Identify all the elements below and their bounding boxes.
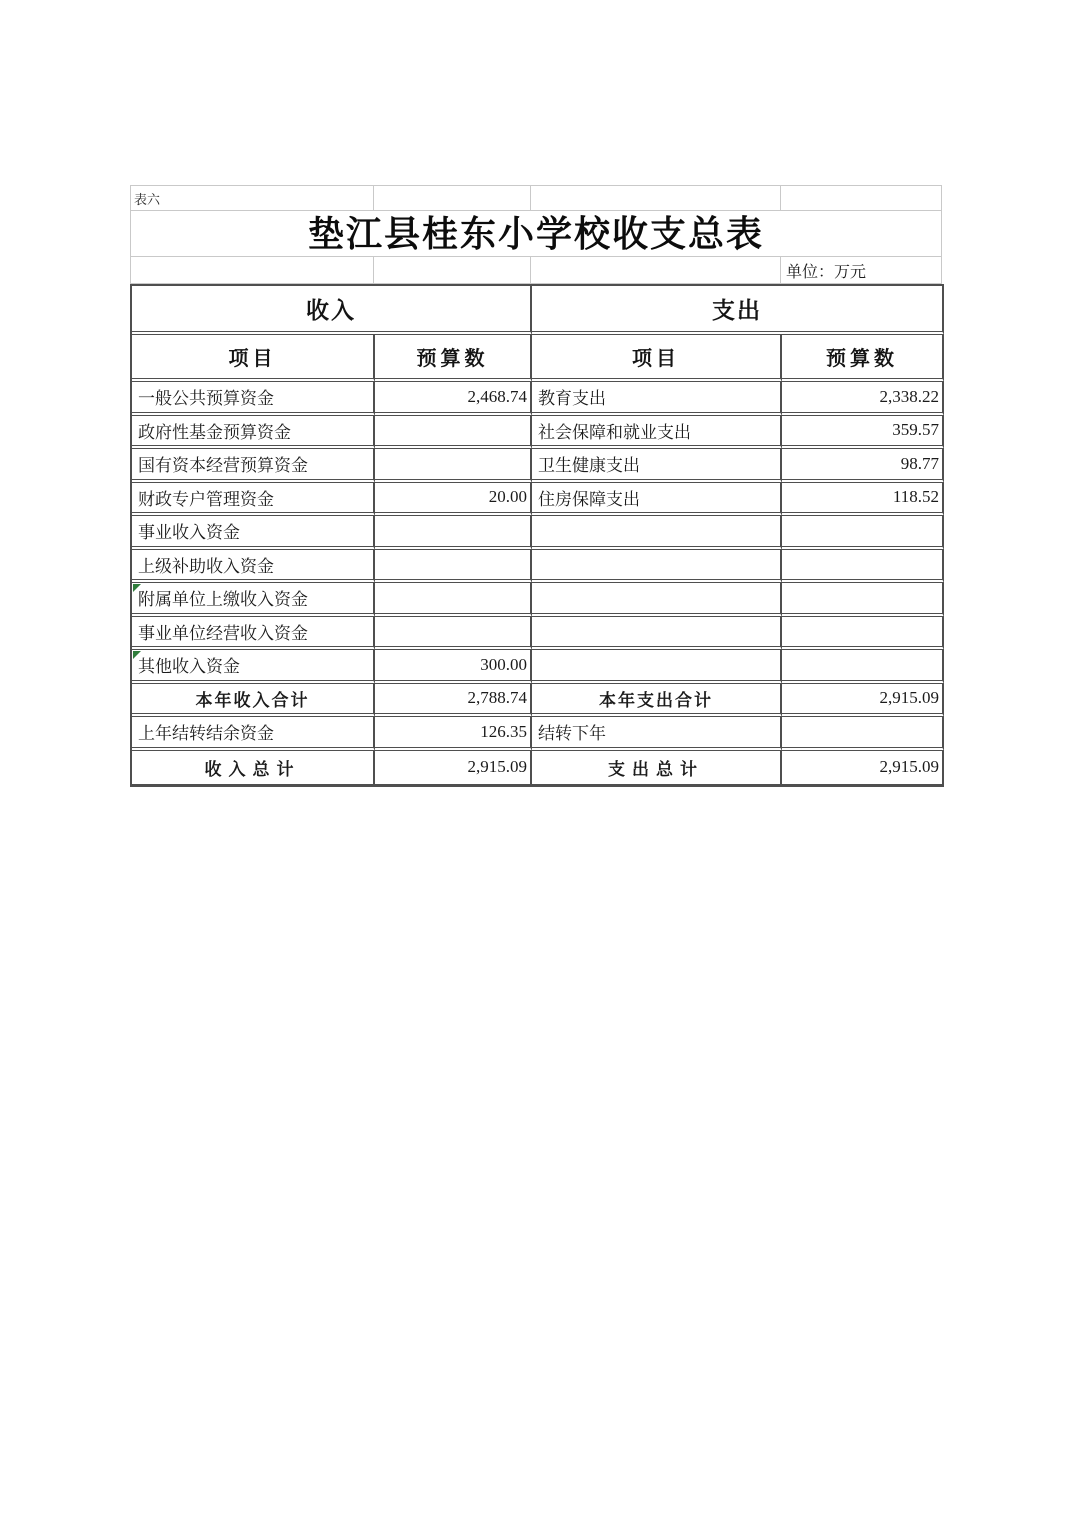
table-row <box>132 684 944 718</box>
cell-text: 2,915.09 <box>879 757 939 777</box>
cell-text: 收入总计 <box>204 759 301 779</box>
income-item-cell <box>132 684 375 718</box>
cell-text: 2,468.74 <box>467 386 527 406</box>
expense-item-cell <box>532 650 782 684</box>
cell-text: 卫生健康支出 <box>538 456 640 476</box>
empty-cell <box>131 257 374 283</box>
green-triangle-icon <box>133 584 141 592</box>
expense-budget-column-header: 预算数 <box>782 335 944 382</box>
cell-text: 2,915.09 <box>879 688 939 708</box>
cell-text: 支出总计 <box>608 759 704 779</box>
cell-text: 300.00 <box>480 654 527 674</box>
cell-text: 上年结转结余资金 <box>138 724 274 744</box>
cell-text: 一般公共预算资金 <box>138 389 274 409</box>
expense-section-header: 支出 <box>532 286 944 335</box>
expense-item-cell <box>532 382 782 416</box>
cell-text: 附属单位上缴收入资金 <box>138 590 308 610</box>
cell-text: 118.52 <box>892 487 939 507</box>
cell-text: 2,338.22 <box>879 386 939 406</box>
income-section-header: 收入 <box>132 286 532 335</box>
table-row <box>132 449 944 483</box>
table-row <box>132 550 944 584</box>
sheet-label-row <box>131 186 941 211</box>
expense-item-cell <box>532 751 782 785</box>
cell-text: 教育支出 <box>538 389 606 409</box>
sheet-label: 表六 <box>134 191 161 207</box>
income-item-cell <box>132 449 375 483</box>
income-item-column-header: 项目 <box>132 335 375 382</box>
cell-text: 政府性基金预算资金 <box>138 422 291 442</box>
expense-item-cell <box>532 449 782 483</box>
empty-cell <box>781 186 941 210</box>
income-item-cell <box>132 483 375 517</box>
sheet-label-cell <box>131 186 374 210</box>
table-body <box>132 382 944 784</box>
cell-text: 事业单位经营收入资金 <box>138 623 308 643</box>
table-row <box>132 717 944 751</box>
income-value-cell <box>375 516 532 550</box>
section-header-row <box>132 286 944 335</box>
table-row <box>132 650 944 684</box>
expense-item-cell <box>532 684 782 718</box>
cell-text: 本年支出合计 <box>599 690 713 710</box>
budget-sheet <box>130 185 942 787</box>
empty-cell <box>374 257 531 283</box>
income-item-cell <box>132 382 375 416</box>
income-value-cell <box>375 449 532 483</box>
table-row <box>132 751 944 785</box>
expense-item-cell <box>532 717 782 751</box>
cell-text: 359.57 <box>892 420 939 440</box>
income-value-cell <box>375 684 532 718</box>
cell-text: 结转下年 <box>538 724 606 744</box>
expense-item-cell <box>532 483 782 517</box>
income-item-cell <box>132 516 375 550</box>
unit-row <box>131 257 941 283</box>
income-item-cell <box>132 617 375 651</box>
page-title: 垫江县桂东小学校收支总表 <box>307 213 764 254</box>
cell-text: 社会保障和就业支出 <box>538 422 691 442</box>
cell-text: 财政专户管理资金 <box>138 489 274 509</box>
expense-value-cell <box>782 416 944 450</box>
expense-item-column-header: 项目 <box>532 335 782 382</box>
table-row <box>132 516 944 550</box>
income-value-cell <box>375 550 532 584</box>
expense-value-cell <box>782 382 944 416</box>
empty-cell <box>531 186 781 210</box>
income-value-cell <box>375 650 532 684</box>
expense-value-cell <box>782 751 944 785</box>
table-row <box>132 483 944 517</box>
income-value-cell <box>375 617 532 651</box>
expense-item-cell <box>532 550 782 584</box>
income-value-cell <box>375 751 532 785</box>
income-item-cell <box>132 717 375 751</box>
green-triangle-icon <box>133 651 141 659</box>
expense-value-cell <box>782 516 944 550</box>
table-row <box>132 382 944 416</box>
budget-table <box>130 284 944 787</box>
expense-value-cell <box>782 650 944 684</box>
cell-text: 事业收入资金 <box>138 523 240 543</box>
cell-text: 上级补助收入资金 <box>138 556 274 576</box>
income-value-cell <box>375 382 532 416</box>
expense-value-cell <box>782 684 944 718</box>
income-budget-column-header: 预算数 <box>375 335 532 382</box>
expense-value-cell <box>782 617 944 651</box>
empty-cell <box>374 186 531 210</box>
income-value-cell <box>375 583 532 617</box>
income-value-cell <box>375 483 532 517</box>
expense-value-cell <box>782 717 944 751</box>
cell-text: 2,915.09 <box>467 757 527 777</box>
income-item-cell <box>132 751 375 785</box>
cell-text: 2,788.74 <box>467 688 527 708</box>
expense-item-cell <box>532 416 782 450</box>
unit-cell <box>781 257 941 283</box>
expense-value-cell <box>782 583 944 617</box>
cell-text: 国有资本经营预算资金 <box>138 456 308 476</box>
cell-text: 住房保障支出 <box>538 489 640 509</box>
income-item-cell <box>132 550 375 584</box>
income-item-cell <box>132 416 375 450</box>
unit-label: 单位：万元 <box>786 263 867 281</box>
expense-item-cell <box>532 617 782 651</box>
table-row <box>132 617 944 651</box>
cell-text: 126.35 <box>480 721 527 741</box>
income-item-cell <box>132 650 375 684</box>
title-row <box>131 211 941 257</box>
income-item-cell <box>132 583 375 617</box>
income-value-cell <box>375 416 532 450</box>
expense-value-cell <box>782 449 944 483</box>
expense-item-cell <box>532 583 782 617</box>
column-header-row <box>132 335 944 382</box>
expense-value-cell <box>782 550 944 584</box>
table-row <box>132 416 944 450</box>
table-row <box>132 583 944 617</box>
income-value-cell <box>375 717 532 751</box>
cell-text: 20.00 <box>488 487 527 507</box>
table-prehead <box>130 185 942 284</box>
cell-text: 98.77 <box>900 453 939 473</box>
expense-value-cell <box>782 483 944 517</box>
cell-text: 其他收入资金 <box>138 657 240 677</box>
expense-item-cell <box>532 516 782 550</box>
empty-cell <box>531 257 781 283</box>
cell-text: 本年收入合计 <box>195 690 310 710</box>
